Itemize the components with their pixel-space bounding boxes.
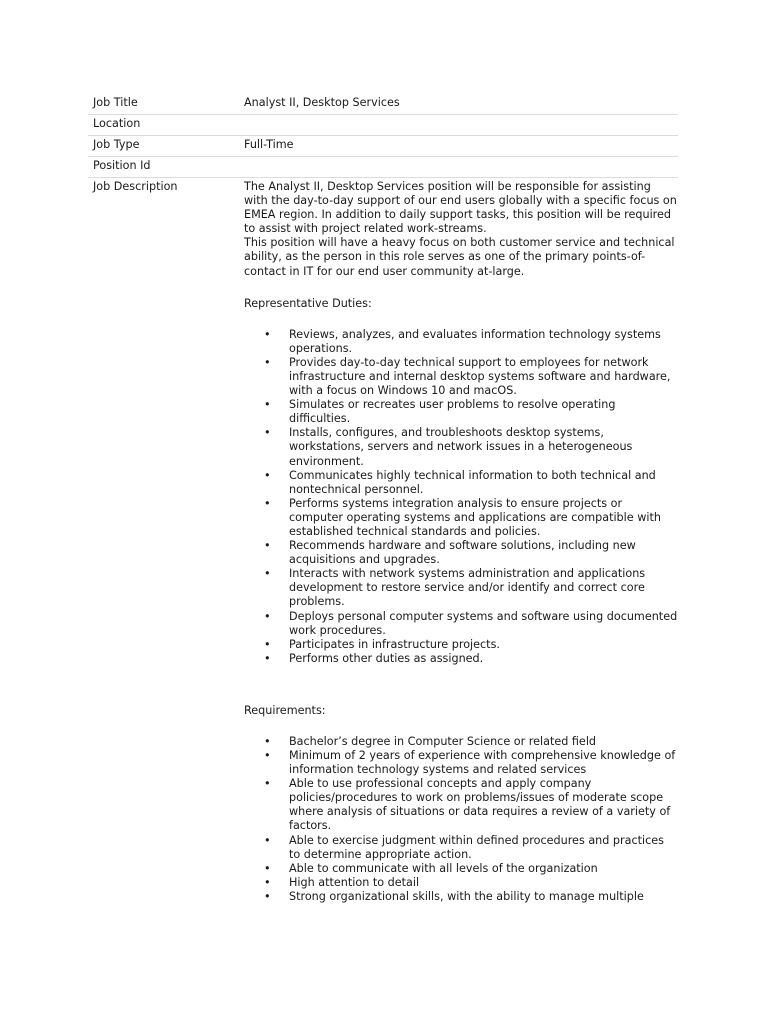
field-value: Full-Time — [244, 138, 294, 151]
requirement-item-text: Strong organizational skills, with the ability to manage multiple — [289, 889, 644, 903]
requirement-item — [244, 735, 678, 749]
bullet-icon: • — [264, 355, 271, 369]
duty-item — [244, 328, 678, 356]
duty-item-text: Reviews, analyzes, and evaluates information technology systems operations. — [289, 327, 661, 355]
field-label: Location — [93, 117, 141, 130]
bullet-icon: • — [264, 567, 271, 581]
field-row-location — [88, 115, 678, 136]
duty-item — [244, 398, 678, 426]
duty-item-text: Interacts with network systems administration and applications development to restore service and/or identify and correct core problems. — [289, 567, 646, 609]
field-value — [244, 115, 678, 135]
requirement-item-text: Bachelor’s degree in Computer Science or related field — [289, 734, 597, 748]
field-value — [244, 157, 678, 177]
bullet-icon: • — [264, 833, 271, 847]
duty-item — [244, 652, 678, 666]
field-value: Analyst II, Desktop Services — [244, 96, 400, 109]
requirement-item — [244, 749, 678, 777]
bullet-icon: • — [264, 468, 271, 482]
field-label: Job Type — [93, 138, 140, 151]
field-row-job-description — [88, 178, 678, 908]
duty-item — [244, 356, 678, 398]
field-label: Position Id — [93, 159, 151, 172]
duties-heading: Representative Duties: — [244, 296, 372, 310]
bullet-icon: • — [264, 651, 271, 665]
duty-item — [244, 426, 678, 468]
duty-item-text: Performs other duties as assigned. — [289, 651, 484, 665]
duty-item — [244, 610, 678, 638]
requirement-item — [244, 834, 678, 862]
requirement-item — [244, 890, 678, 904]
bullet-icon: • — [264, 734, 271, 748]
duty-item — [244, 567, 678, 609]
requirement-item-text: Able to communicate with all levels of the organization — [289, 861, 598, 875]
duty-item-text: Performs systems integration analysis to ensure projects or computer operating systems and applications are compatible with established technical standards and policies. — [289, 496, 661, 538]
duty-item-text: Communicates highly technical information to both technical and nontechnical personnel. — [289, 468, 656, 496]
field-row-job-type — [88, 136, 678, 157]
description-paragraph: This position will have a heavy focus on both customer service and technical ability, as the person in this role serves as one of the primary points-of-contact in IT for our end user community at-large. — [244, 236, 675, 278]
requirement-item-text: Minimum of 2 years of experience with comprehensive knowledge of information technology systems and related services — [289, 749, 676, 777]
duty-item — [244, 469, 678, 497]
bullet-icon: • — [264, 637, 271, 651]
duty-item-text: Recommends hardware and software solutions, including new acquisitions and upgrades. — [289, 539, 636, 567]
requirement-item-text: Able to exercise judgment within defined procedures and practices to determine appropriate action. — [289, 833, 664, 861]
field-row-job-title — [88, 94, 678, 115]
duty-item — [244, 539, 678, 567]
duty-item-text: Participates in infrastructure projects. — [289, 637, 500, 651]
duty-item-text: Deploys personal computer systems and software using documented work procedures. — [289, 609, 678, 637]
requirement-item — [244, 862, 678, 876]
duty-item — [244, 638, 678, 652]
bullet-icon: • — [264, 609, 271, 623]
bullet-icon: • — [264, 875, 271, 889]
duty-item — [244, 497, 678, 539]
duty-item-text: Installs, configures, and troubleshoots desktop systems, workstations, servers and network issues in a heterogeneous environment. — [289, 426, 633, 468]
bullet-icon: • — [264, 426, 271, 440]
description-paragraph: The Analyst II, Desktop Services position will be responsible for assisting with the day-to-day support of our end users globally with a specific focus on EMEA region. In addition to daily support tasks, this position will be required to assist with project related work-streams. — [244, 180, 677, 236]
field-label: Job Description — [93, 180, 178, 193]
requirement-item-text: High attention to detail — [289, 875, 420, 889]
requirement-item — [244, 876, 678, 890]
bullet-icon: • — [264, 889, 271, 903]
bullet-icon: • — [264, 327, 271, 341]
requirement-item — [244, 777, 678, 833]
duty-item-text: Provides day-to-day technical support to employees for network infrastructure and internal desktop systems software and hardware, with a focus on Windows 10 and macOS. — [289, 355, 671, 398]
duties-list — [244, 328, 678, 666]
requirements-heading: Requirements: — [244, 703, 326, 717]
job-posting-table — [88, 94, 678, 908]
duty-item-text: Simulates or recreates user problems to resolve operating difficulties. — [289, 398, 616, 426]
bullet-icon: • — [264, 749, 271, 762]
field-row-position-id — [88, 157, 678, 178]
requirement-item-text: Able to use professional concepts and apply company policies/procedures to work on problems/issues of moderate scope where analysis of situations or data requires a review of a variety of factors. — [289, 777, 671, 833]
job-description-body — [244, 178, 678, 908]
bullet-icon: • — [264, 777, 271, 791]
field-label: Job Title — [93, 96, 138, 109]
requirements-list — [244, 735, 678, 904]
bullet-icon: • — [264, 539, 271, 553]
bullet-icon: • — [264, 861, 271, 875]
bullet-icon: • — [264, 398, 271, 412]
bullet-icon: • — [264, 496, 271, 510]
